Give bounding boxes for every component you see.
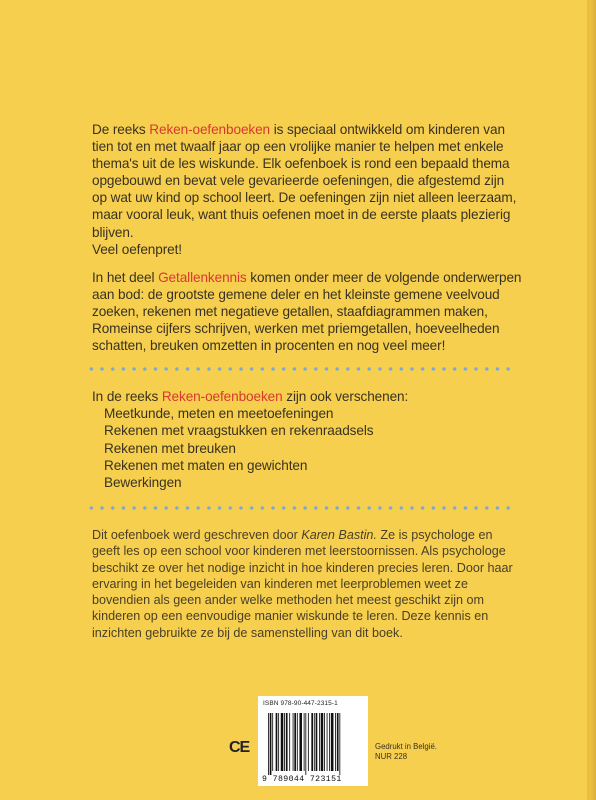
series-lead: In de reeks <box>92 389 162 404</box>
barcode-bar <box>314 713 315 771</box>
barcode-bar <box>268 713 269 775</box>
barcode-bar <box>319 713 320 771</box>
barcode-bar <box>293 713 294 771</box>
barcode-bar <box>329 713 330 771</box>
series-list-heading <box>92 388 522 405</box>
barcode-bar <box>339 713 340 775</box>
list-item: Rekenen met breuken <box>104 440 236 456</box>
series-titles-list <box>92 405 522 491</box>
book-name-highlight: Getallenkennis <box>158 270 247 285</box>
topics-lead: In het deel <box>92 270 159 285</box>
barcode-bar <box>272 713 273 771</box>
isbn-digits: 9 789044 723151 <box>262 775 342 784</box>
barcode-bar <box>286 713 288 771</box>
barcode-bar <box>284 713 285 771</box>
topics-paragraph <box>92 269 522 354</box>
topics-body: komen onder meer de volgende onderwerpen aan bod: de grootste gemene deler en het kleinste gemene veelvoud zoeken, rekenen met negatieve getallen, staafdiagrammen maken, Romeinse cijfers schrijven, werken met priemgetallen, hoeveelheden schatten, breuken omzetten in procenten en nog veel meer! <box>92 270 522 354</box>
barcode-bar <box>294 713 296 771</box>
barcode-bar <box>331 713 334 771</box>
intro-closing: Veel oefenpret! <box>92 241 182 257</box>
nur-code: NUR 228 <box>375 752 408 761</box>
intro-text <box>92 121 522 241</box>
barcode-bar <box>278 713 279 771</box>
barcode-bar <box>289 713 290 771</box>
dotted-divider <box>86 505 516 511</box>
intro-body: is speciaal ontwikkeld om kinderen van tien tot en met twaalf jaar op een vrolijke manier te helpen met enkele thema's uit de les wiskunde. Elk oefenboek is rond een bepaald thema opgebouwd en bevat vele gevarieerde oefeningen, die afgestemd zijn op wat uw kind op school leert. De oefeningen zijn niet alleen leerzaam, maar vooral leuk, want thuis oefenen moet in de eerste plaats plezierig blijven. <box>92 122 517 240</box>
topics-text <box>92 269 522 354</box>
list-item: Bewerkingen <box>104 474 182 490</box>
barcode-bar <box>276 713 278 771</box>
series-name-highlight: Reken-oefenboeken <box>149 122 271 137</box>
barcode-icon <box>266 713 364 775</box>
printed-in-label: Gedrukt in België. <box>375 742 437 751</box>
barcode-bar <box>327 713 328 771</box>
barcode-bar <box>324 713 325 771</box>
barcode-bar <box>299 713 302 771</box>
author-lead: Dit oefenboek werd geschreven door <box>92 528 302 542</box>
series-list-section <box>92 388 522 491</box>
barcode-bar <box>337 713 339 771</box>
barcode-bar <box>308 713 309 771</box>
author-body: Ze is psychologe en geeft les op een school voor kinderen met leerstoornissen. Als psychologe beschikt ze over het nodige inzicht in hoe kinderen precies leren. Door haar ervaring in het begeleiden van kinderen met leerproblemen weet ze bovendien als geen ander welke methoden het meest geschikt zijn om kinderen op een eenvoudige manier wiskunde te leren. Deze kennis en inzichten gebruikte ze bij de samenstelling van dit boek. <box>92 528 513 640</box>
list-item: Rekenen met maten en gewichten <box>104 457 308 473</box>
barcode-bar <box>321 713 324 771</box>
list-item: Rekenen met vraagstukken en rekenraadsels <box>104 423 374 439</box>
barcode-bar <box>311 713 313 771</box>
author-text <box>92 527 522 641</box>
series-name-highlight: Reken-oefenboeken <box>161 389 283 404</box>
barcode-bar <box>316 713 318 771</box>
author-name: Karen Bastin. <box>301 528 377 542</box>
barcode-bar <box>335 713 336 771</box>
barcode-bar <box>270 713 272 775</box>
author-bio <box>92 527 522 641</box>
intro-paragraph <box>92 121 522 258</box>
barcode-bar <box>305 713 306 775</box>
intro-lead: De reeks <box>92 122 150 137</box>
list-item: Meetkunde, meten en meetoefeningen <box>104 406 334 422</box>
dotted-divider <box>86 366 516 372</box>
ce-mark: CE <box>229 739 250 756</box>
barcode-bar <box>281 713 284 771</box>
isbn-label: ISBN 978-90-447-2315-1 <box>263 700 338 707</box>
cover-edge <box>590 0 596 800</box>
series-tail: zijn ook verschenen: <box>282 389 409 404</box>
barcode-bar <box>304 713 305 771</box>
barcode-bar <box>297 713 298 771</box>
